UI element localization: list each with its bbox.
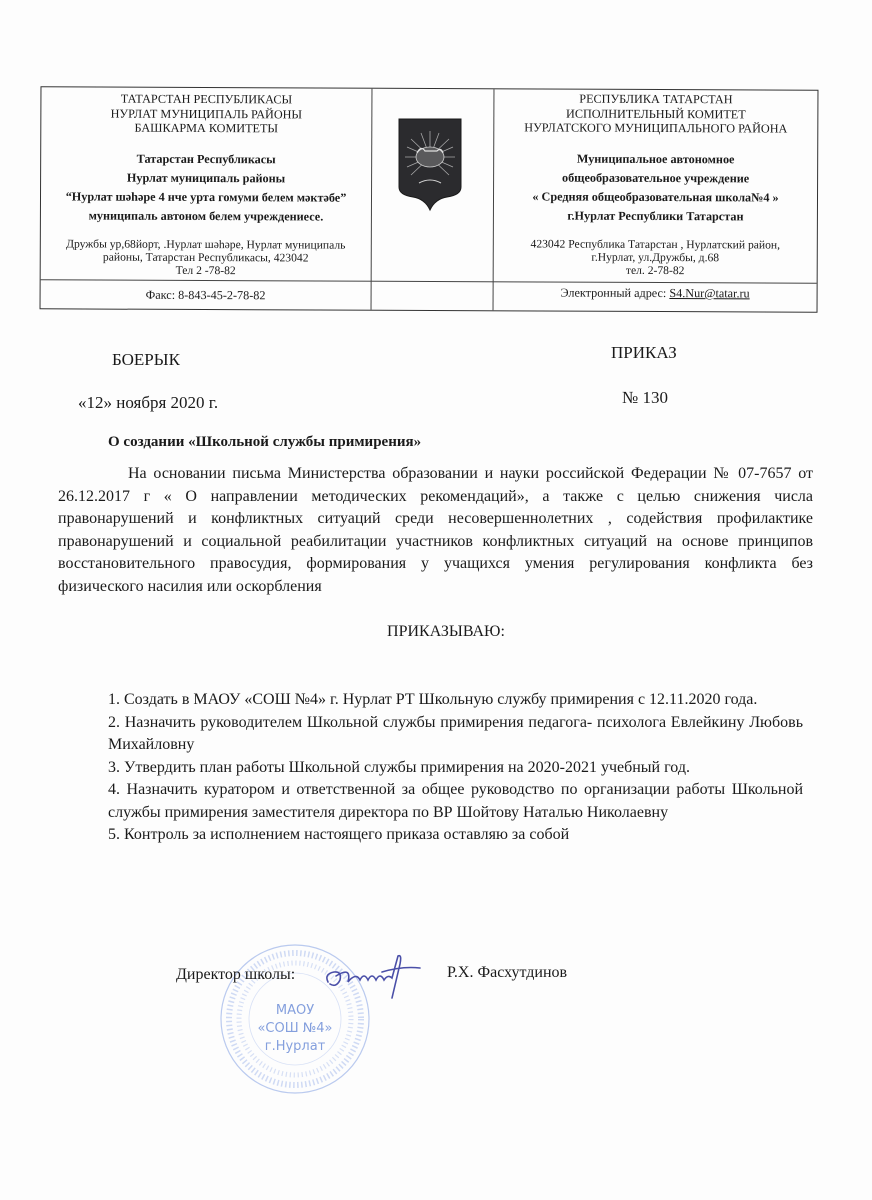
email-link[interactable]: S4.Nur@tatar.ru <box>669 286 750 301</box>
order-item: 1. Создать в МАОУ «СОШ №4» г. Нурлат РТ Школьную службу примирения с 12.11.2020 года. <box>108 691 758 708</box>
org-name-russian: РЕСПУБЛИКА ТАТАРСТАН <box>579 91 733 107</box>
school-name-russian: общеобразовательное учреждение <box>561 170 750 185</box>
preamble: На основании письма Министерства образовании и науки российской Федерации № 07-7657 от 26.12.2017 г « О направлении методических рекомендаций», а также с целью снижения числа правонарушений и конфликтных ситуаций среди несовершеннолетних , содействия профилактике правонарушений и социальной реабилитации участников конфликтных ситуаций на основе принципов восстановительного правосудия, формирования у учащихся умения регулирования конфликта без физического насилия или оскорбления <box>58 465 813 595</box>
org-name-tatar: БАШКАРМА КОМИТЕТЫ <box>134 120 279 136</box>
table-divider <box>41 279 817 283</box>
coat-of-arms-icon <box>397 117 463 212</box>
org-name-russian: ИСПОЛНИТЕЛЬНЫЙ КОМИТЕТ <box>566 106 746 121</box>
email-line <box>493 285 818 301</box>
fax: Факс: 8-843-45-2-78-82 <box>145 287 266 303</box>
phone-tatar: Тел 2 -78-82 <box>175 263 236 277</box>
stamp-line: г.Нурлат <box>264 1039 326 1054</box>
order-item: 4. Назначить куратором и ответственной за общее руководство по организации работы Школьной службы примирения заместителя директора по ВР Шойтову Наталью Николаевну <box>108 781 803 821</box>
address-tatar: районы, Татарстан Республикасы, 423042 <box>102 250 309 264</box>
address-tatar: Дружбы ур,68йорт, .Нурлат шәһәре, Нурлат муниципаль <box>66 236 346 252</box>
stamp-text <box>218 1002 372 1056</box>
org-name-tatar: ТАТАРСТАН РЕСПУБЛИКАСЫ <box>120 91 293 107</box>
order-word: ПРИКАЗЫВАЮ: <box>387 623 505 640</box>
doc-date: «12» ноября 2020 г. <box>78 393 219 412</box>
email-label: Электронный адрес: <box>560 285 670 301</box>
order-item: 2. Назначить руководителем Школьной службы примирения педагога- психолога Евлейкину Любовь Михайловну <box>108 713 803 753</box>
school-name-tatar: Татарстан Республикасы <box>136 151 276 166</box>
doc-number: № 130 <box>622 388 668 407</box>
org-name-tatar: НУРЛАТ МУНИЦИПАЛЬ РАЙОНЫ <box>110 106 303 121</box>
stamp-line: МАОУ <box>275 1003 315 1018</box>
signature-icon <box>322 952 422 1000</box>
address-russian: г.Нурлат, ул.Дружбы, д.68 <box>591 250 720 264</box>
school-name-russian: г.Нурлат Республики Татарстан <box>567 208 744 223</box>
school-name-russian: Муниципальное автономное <box>576 151 735 166</box>
doc-title-tatar: БОЕРЫК <box>112 350 180 369</box>
doc-title-russian: ПРИКАЗ <box>611 343 677 362</box>
stamp-line: «СОШ №4» <box>257 1021 333 1036</box>
letterhead-left <box>41 91 372 277</box>
school-name-tatar: “Нурлат шәһәре 4 нче урта гомуми белем мәктәбе” <box>65 188 347 205</box>
signatory-name: Р.Х. Фасхутдинов <box>447 964 568 981</box>
signatory-title: Директор школы: <box>176 966 296 983</box>
letterhead-right <box>493 91 819 277</box>
school-name-tatar: муниципаль автоном белем учреждениесе. <box>88 208 324 224</box>
address-russian: 423042 Республика Татарстан , Нурлатский район, <box>530 236 781 252</box>
org-name-russian: НУРЛАТСКОГО МУНИЦИПАЛЬНОГО РАЙОНА <box>524 120 788 136</box>
school-name-russian: « Средняя общеобразовательная школа№4 » <box>532 188 779 205</box>
doc-subject: О создании «Школьной службы примирения» <box>108 434 422 450</box>
order-item: 5. Контроль за исполнением настоящего приказа оставляю за собой <box>108 826 570 843</box>
order-items <box>108 689 803 847</box>
school-name-tatar: Нурлат муниципаль районы <box>126 170 286 185</box>
phone-russian: тел. 2-78-82 <box>625 263 685 277</box>
order-item: 3. Утвердить план работы Школьной службы примирения на 2020-2021 учебный год. <box>108 758 690 776</box>
